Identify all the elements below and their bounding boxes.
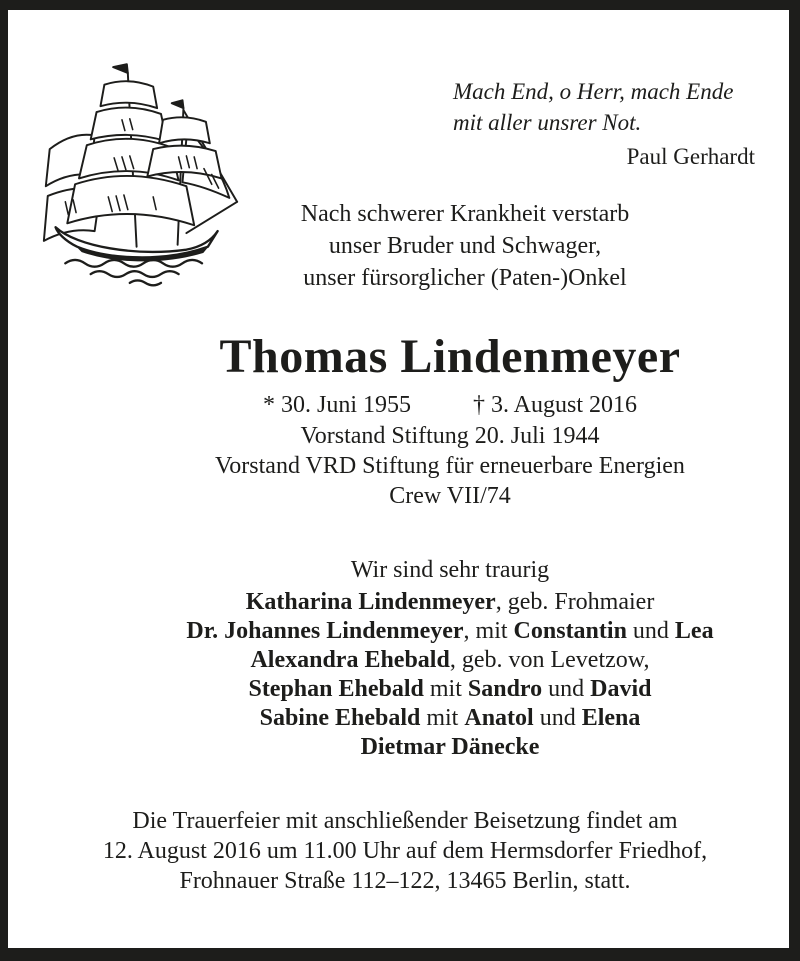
- mourner-line: Sabine Ehebald mit Anatol und Elena: [259, 705, 641, 731]
- death-announcement-intro: [185, 198, 745, 294]
- life-dates: [100, 389, 789, 421]
- mourner-line: Dietmar Dänecke: [360, 734, 540, 760]
- position-line: Vorstand Stiftung 20. Juli 1944: [300, 423, 600, 449]
- deceased-details: [100, 328, 789, 511]
- quote-line-1: Mach End, o Herr, mach Ende: [453, 79, 734, 104]
- mourners-list: [100, 588, 789, 762]
- position-line: Crew VII/74: [389, 483, 511, 509]
- quote-attribution: Paul Gerhardt: [626, 144, 755, 169]
- funeral-information: [25, 806, 785, 896]
- position-line: Vorstand VRD Stiftung für erneuerbare Energien: [215, 453, 685, 479]
- hymn-quote: [453, 76, 755, 172]
- funeral-line: Die Trauerfeier mit anschließender Beisetzung findet am: [132, 808, 678, 834]
- mourner-line: Katharina Lindenmeyer, geb. Frohmaier: [245, 589, 655, 615]
- funeral-line: Frohnauer Straße 112–122, 13465 Berlin, statt.: [179, 868, 631, 894]
- mourning-intro: Wir sind sehr traurig: [350, 557, 550, 583]
- birth-date: * 30. Juni 1955: [262, 392, 411, 418]
- quote-line-2: mit aller unsrer Not.: [453, 110, 642, 135]
- death-date: † 3. August 2016: [473, 392, 638, 418]
- obituary-page: [8, 10, 789, 948]
- intro-line: unser fürsorglicher (Paten-)Onkel: [303, 265, 627, 291]
- mourners-section: [100, 556, 789, 762]
- mourner-line: Stephan Ehebald mit Sandro und David: [248, 676, 652, 702]
- mourner-line: Alexandra Ehebald, geb. von Levetzow,: [250, 647, 650, 673]
- funeral-line: 12. August 2016 um 11.00 Uhr auf dem Hermsdorfer Friedhof,: [102, 838, 708, 864]
- intro-line: unser Bruder und Schwager,: [328, 233, 602, 259]
- deceased-name: Thomas Lindenmeyer: [219, 330, 681, 383]
- intro-line: Nach schwerer Krankheit verstarb: [300, 201, 630, 227]
- mourner-line: Dr. Johannes Lindenmeyer, mit Constantin und Lea: [186, 618, 714, 644]
